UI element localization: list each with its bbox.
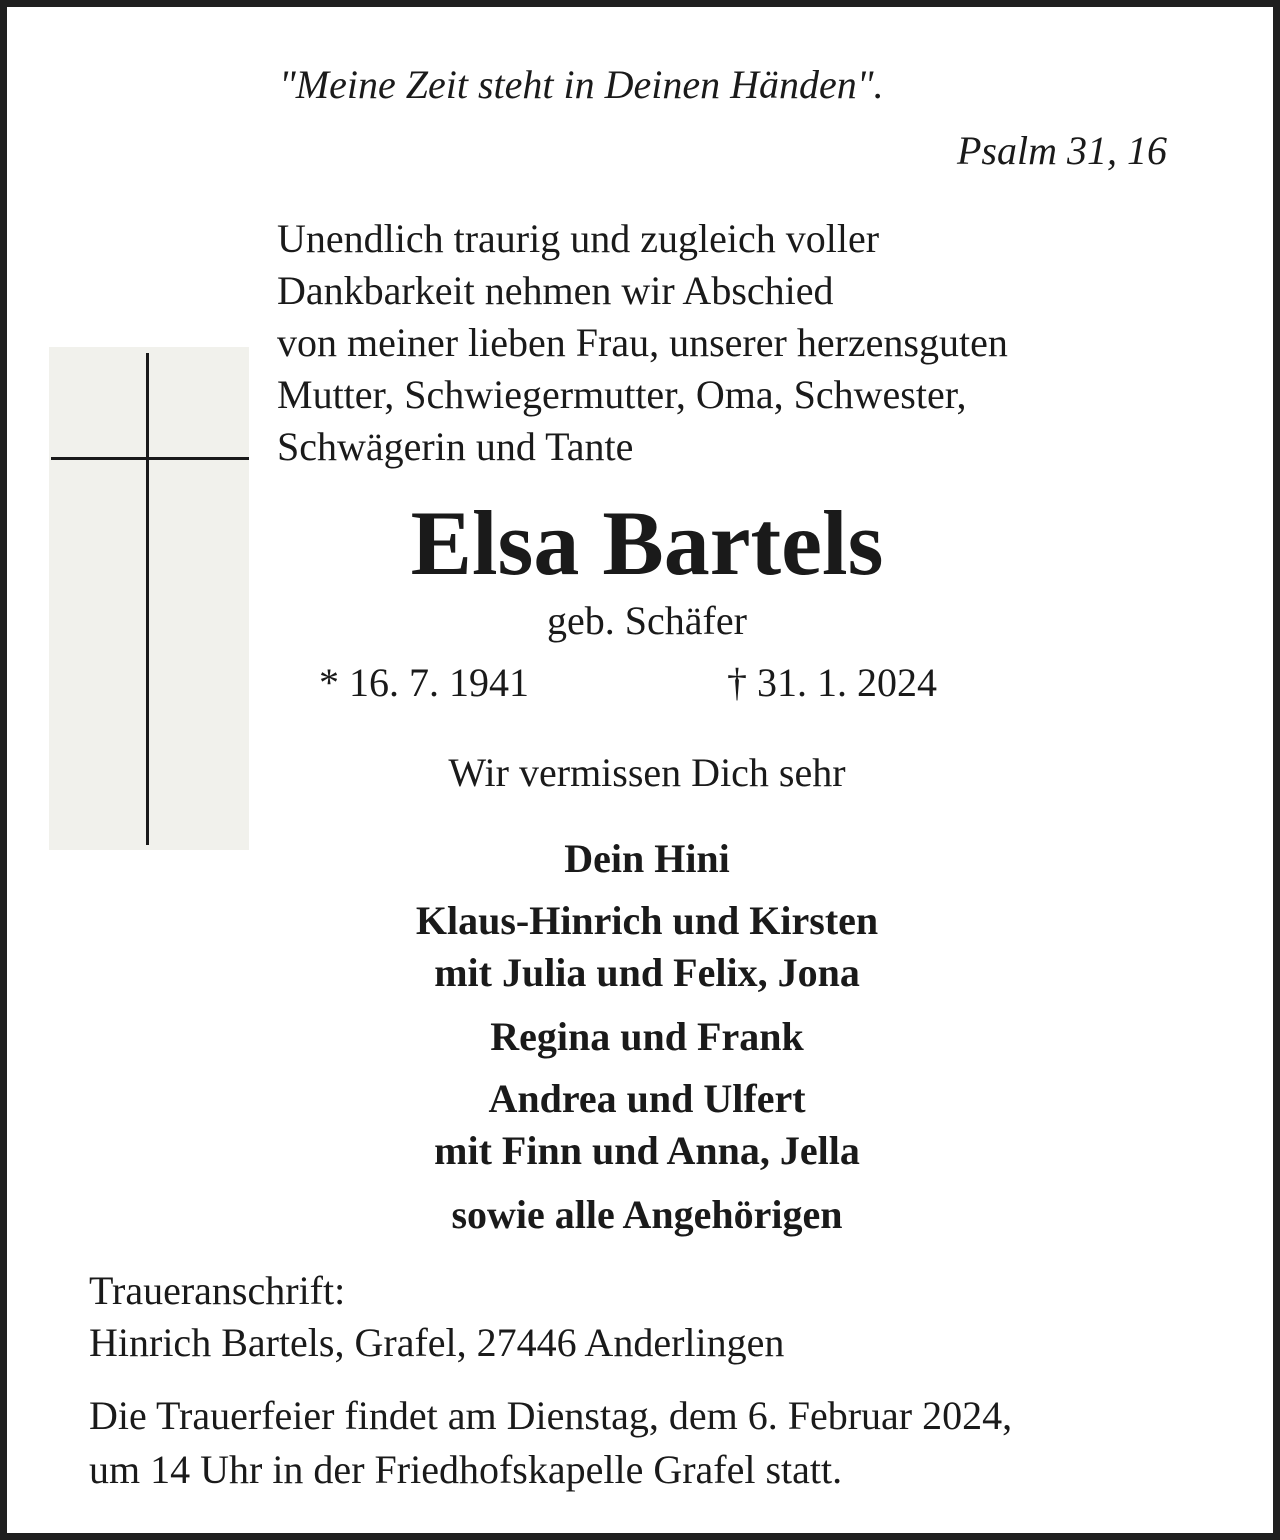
- intro-line: Mutter, Schwiegermutter, Oma, Schwester,: [277, 372, 967, 417]
- family-line: Andrea und Ulfert: [488, 1076, 806, 1121]
- cross-vertical-bar: [146, 353, 149, 845]
- family-line: Klaus-Hinrich und Kirsten: [415, 898, 879, 943]
- address-label: Traueranschrift:: [89, 1268, 346, 1313]
- mourning-address: [89, 1265, 784, 1369]
- address-line: Hinrich Bartels, Grafel, 27446 Anderlingen: [89, 1320, 785, 1365]
- birth-date: * 16. 7. 1941: [319, 660, 529, 705]
- service-line: Die Trauerfeier findet am Dienstag, dem 6. Februar 2024,: [89, 1393, 1013, 1438]
- intro-line: Unendlich traurig und zugleich voller: [277, 216, 880, 261]
- cross-horizontal-bar: [51, 457, 249, 460]
- family-group: [347, 895, 947, 999]
- family-line: sowie alle Angehörigen: [451, 1192, 843, 1237]
- family-group: [347, 1189, 947, 1241]
- family-line: mit Julia und Felix, Jona: [434, 950, 860, 995]
- psalm-reference: Psalm 31, 16: [957, 128, 1167, 173]
- family-line: mit Finn und Anna, Jella: [434, 1128, 860, 1173]
- cross-icon: [49, 347, 249, 850]
- death-date: † 31. 1. 2024: [727, 660, 937, 705]
- motto-quote: "Meine Zeit steht in Deinen Händen".: [279, 62, 884, 107]
- family-group: [347, 833, 947, 885]
- miss-line: Wir vermissen Dich sehr: [448, 750, 846, 795]
- deceased-name-text: Elsa Bartels: [410, 492, 884, 594]
- funeral-service-info: [89, 1389, 1012, 1497]
- family-group: [347, 1073, 947, 1177]
- deceased-name: [7, 492, 1280, 594]
- family-group: [347, 1011, 947, 1063]
- maiden-name: geb. Schäfer: [547, 598, 747, 643]
- intro-line: Dankbarkeit nehmen wir Abschied: [277, 268, 834, 313]
- intro-line: von meiner lieben Frau, unserer herzensguten: [277, 320, 1008, 365]
- family-line: Regina und Frank: [490, 1014, 804, 1059]
- family-line: Dein Hini: [564, 836, 730, 881]
- intro-text: [277, 213, 1008, 473]
- intro-line: Schwägerin und Tante: [277, 424, 634, 469]
- service-line: um 14 Uhr in der Friedhofskapelle Grafel statt.: [89, 1447, 843, 1492]
